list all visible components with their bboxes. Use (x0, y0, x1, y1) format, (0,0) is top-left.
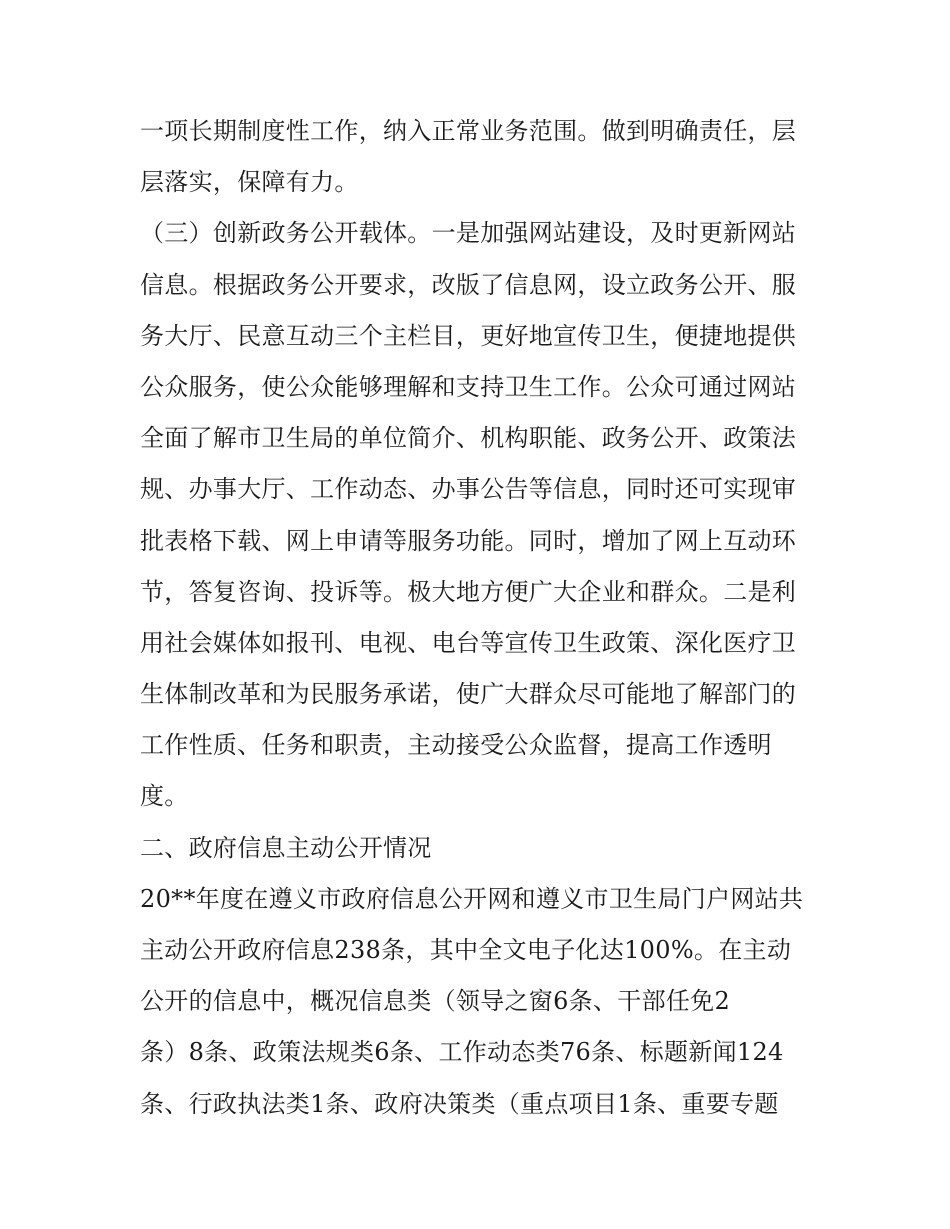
text-line: 信息。根据政务公开要求，改版了信息网，设立政务公开、服 (140, 270, 797, 299)
text-line: 务大厅、民意互动三个主栏目，更好地宣传卫生，便捷地提供 (140, 321, 797, 350)
text-line: 度。 (140, 782, 189, 811)
text-line: 生体制改革和为民服务承诺，使广大群众尽可能地了解部门的 (140, 680, 797, 709)
text-line: 公开的信息中，概况信息类（领导之窗6条、干部任免2 (140, 987, 731, 1016)
text-line: 条、行政执法类1条、政府决策类（重点项目1条、重要专题 (140, 1089, 779, 1118)
text-line: 层落实，保障有力。 (140, 168, 359, 197)
text-line: 公众服务，使公众能够理解和支持卫生工作。公众可通过网站 (140, 372, 797, 401)
text-line: 规、办事大厅、工作动态、办事公告等信息，同时还可实现审 (140, 475, 797, 504)
body-text (140, 106, 820, 1130)
text-line: 一项长期制度性工作，纳入正常业务范围。做到明确责任，层 (140, 117, 797, 145)
text-line: 节，答复咨询、投诉等。极大地方便广大企业和群众。二是利 (140, 577, 797, 606)
text-line: 用社会媒体如报刊、电视、电台等宣传卫生政策、深化医疗卫 (140, 628, 797, 657)
text-line: 全面了解市卫生局的单位简介、机构职能、政务公开、政策法 (140, 424, 797, 453)
text-line: 主动公开政府信息238条，其中全文电子化达100%。在主动 (140, 936, 792, 964)
text-line: （三）创新政务公开载体。一是加强网站建设，及时更新网站 (140, 219, 797, 248)
text-line: 批表格下载、网上申请等服务功能。同时，增加了网上互动环 (140, 526, 797, 555)
text-line: 条）8条、政策法规类6条、工作动态类76条、标题新闻124 (140, 1038, 784, 1067)
text-line: 工作性质、任务和职责，主动接受公众监督，提高工作透明 (140, 731, 772, 760)
section-heading: 二、政府信息主动公开情况 (140, 833, 432, 862)
text-line: 20**年度在遵义市政府信息公开网和遵义市卫生局门户网站共 (140, 884, 804, 913)
